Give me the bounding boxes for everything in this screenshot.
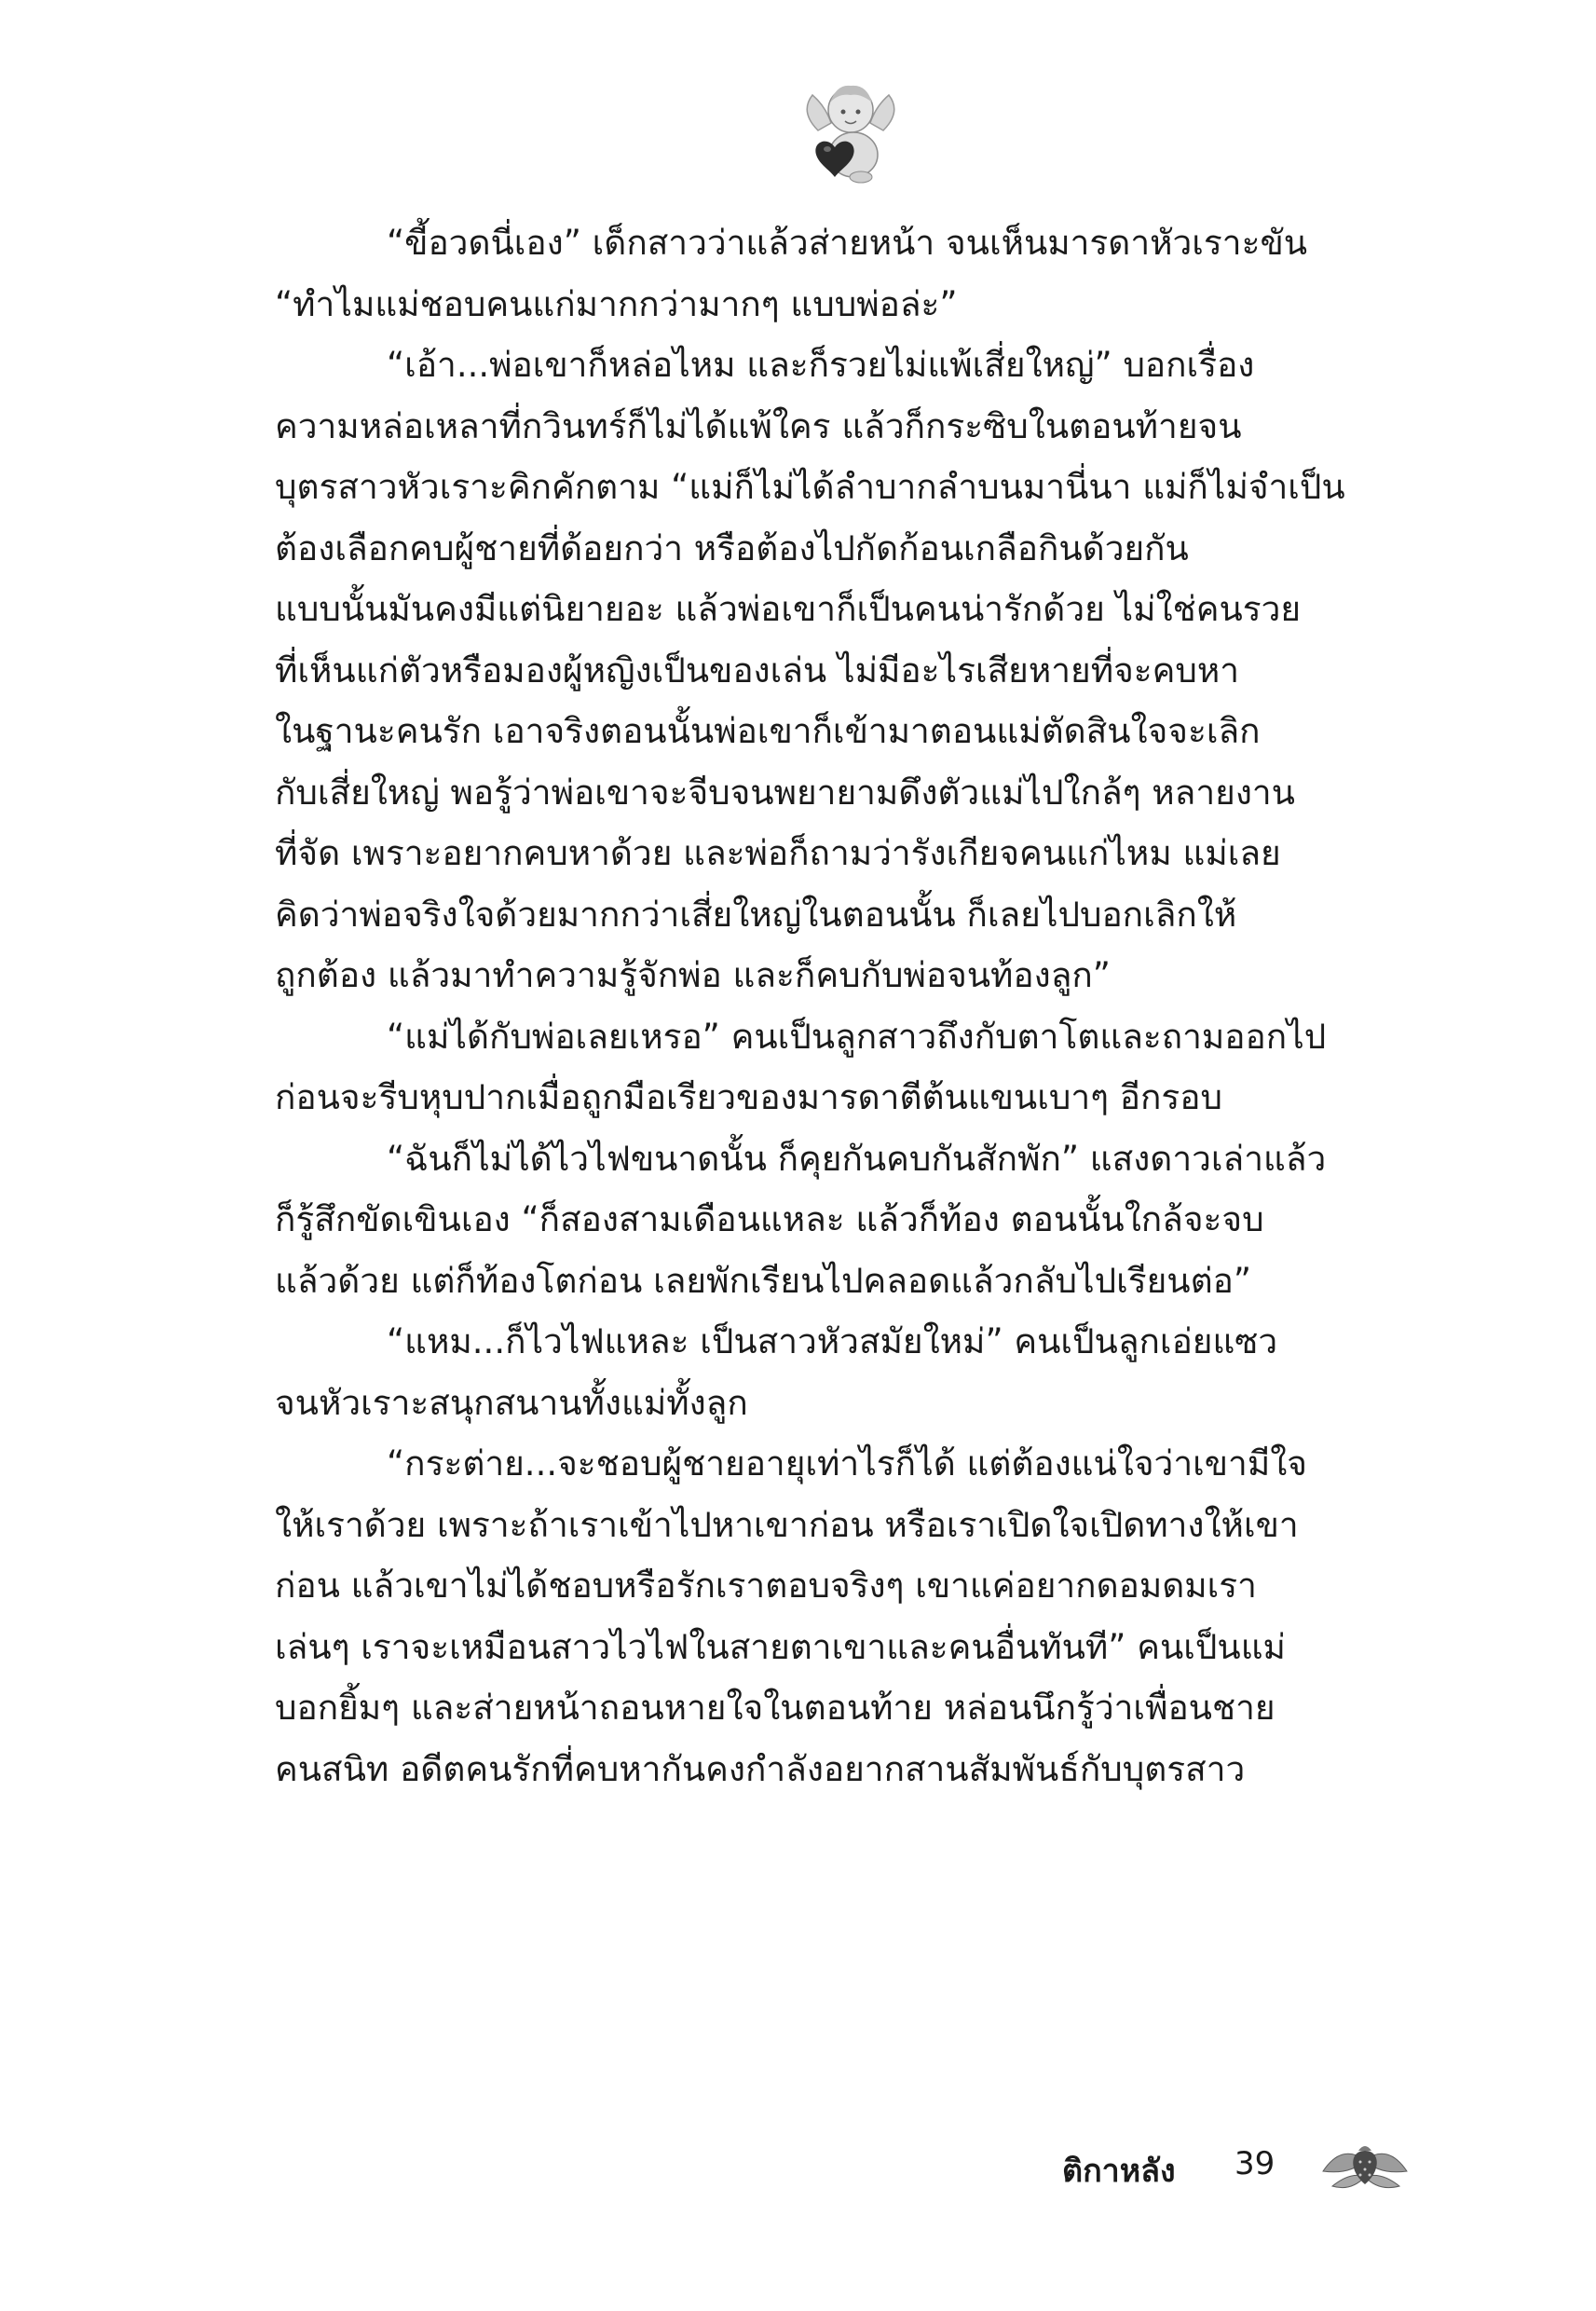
text-line: คนสนิท อดีตคนรักที่คบหากันคงกำลังอยากสานสัมพันธ์กับบุตรสาว [275, 1748, 1246, 1789]
text-line: ในฐานะคนรัก เอาจริงตอนนั้นพ่อเขาก็เข้ามาตอนแม่ตัดสินใจจะเลิก [275, 711, 1261, 751]
text-line: คิดว่าพ่อจริงใจด้วยมากกว่าเสี่ยใหญ่ในตอนนั้น ก็เลยไปบอกเลิกให้ [275, 894, 1237, 935]
text-line: ก็รู้สึกขัดเขินเอง “ก็สองสามเดือนแหละ แล้วก็ท้อง ตอนนั้นใกล้จะจบ [275, 1199, 1264, 1239]
text-line: ก่อนจะรีบหุบปากเมื่อถูกมือเรียวของมารดาตีต้นแขนเบาๆ อีกรอบ [275, 1077, 1222, 1117]
text-line: “ทำไมแม่ชอบคนแก่มากกว่ามากๆ แบบพ่อล่ะ” [275, 283, 958, 324]
text-line: กับเสี่ยใหญ่ พอรู้ว่าพ่อเขาจะจีบจนพยายามดึงตัวแม่ไปใกล้ๆ หลายงาน [275, 772, 1295, 813]
text-line: “เอ้า...พ่อเขาก็หล่อไหม และก็รวยไม่แพ้เสี่ยใหญ่” บอกเรื่อง [387, 345, 1255, 385]
text-line: ก่อน แล้วเขาไม่ได้ชอบหรือรักเราตอบจริงๆ เขาแค่อยากดอมดมเรา [275, 1566, 1257, 1606]
text-line: ความหล่อเหลาที่กวินทร์ก็ไม่ได้แพ้ใคร แล้วก็กระซิบในตอนท้ายจน [275, 405, 1242, 446]
text-line: แล้วด้วย แต่ก็ท้องโตก่อน เลยพักเรียนไปคลอดแล้วกลับไปเรียนต่อ” [275, 1260, 1251, 1301]
text-line: ถูกต้อง แล้วมาทำความรู้จักพ่อ และก็คบกับพ่อจนท้องลูก” [275, 955, 1111, 995]
cupid-icon [799, 75, 902, 186]
text-line: ที่เห็นแก่ตัวหรือมองผู้หญิงเป็นของเล่น ไม่มีอะไรเสียหายที่จะคบหา [275, 650, 1240, 691]
text-line: ที่จัด เพราะอยากคบหาด้วย และพ่อก็ถามว่ารังเกียจคนแก่ไหม แม่เลย [275, 833, 1281, 873]
text-line: ให้เราด้วย เพราะถ้าเราเข้าไปหาเขาก่อน หรือเราเปิดใจเปิดทางให้เขา [275, 1504, 1299, 1545]
text-line: “แหม...ก็ไวไฟแหละ เป็นสาวหัวสมัยใหม่” คนเป็นลูกเอ่ยแซว [387, 1321, 1278, 1361]
text-line: จนหัวเราะสนุกสนานทั้งแม่ทั้งลูก [275, 1382, 748, 1423]
text-line: แบบนั้นมันคงมีแต่นิยายอะ แล้วพ่อเขาก็เป็นคนน่ารักด้วย ไม่ใช่คนรวย [275, 589, 1302, 629]
text-line: “แม่ได้กับพ่อเลยเหรอ” คนเป็นลูกสาวถึงกับตาโตและถามออกไป [387, 1016, 1327, 1057]
text-line: เล่นๆ เราจะเหมือนสาวไวไฟในสายตาเขาและคนอื่นทันที” คนเป็นแม่ [275, 1626, 1286, 1667]
text-line: “กระต่าย...จะชอบผู้ชายอายุเท่าไรก็ได้ แต่ต้องแน่ใจว่าเขามีใจ [387, 1443, 1307, 1484]
strawberry-icon [1314, 2134, 1416, 2195]
text-line: “ขี้อวดนี่เอง” เด็กสาวว่าแล้วส่ายหน้า จนเห็นมารดาหัวเราะขัน [387, 223, 1308, 263]
body-text [275, 212, 1410, 1799]
text-line: “ฉันก็ไม่ได้ไวไฟขนาดนั้น ก็คุยกันคบกันสักพัก” แสงดาวเล่าแล้ว [387, 1138, 1327, 1179]
text-line: ต้องเลือกคบผู้ชายที่ด้อยกว่า หรือต้องไปกัดก้อนเกลือกินด้วยกัน [275, 527, 1189, 568]
text-line: บอกยิ้มๆ และส่ายหน้าถอนหายใจในตอนท้าย หล่อนนึกรู้ว่าเพื่อนชาย [275, 1688, 1275, 1728]
page-number: 39 [1235, 2145, 1275, 2182]
page-footer [1006, 2134, 1453, 2195]
book-title: ติกาหลัง [1062, 2153, 1176, 2190]
text-line: บุตรสาวหัวเราะคิกคักตาม “แม่ก็ไม่ได้ลำบากลำบนมานี่นา แม่ก็ไม่จำเป็น [275, 467, 1345, 507]
